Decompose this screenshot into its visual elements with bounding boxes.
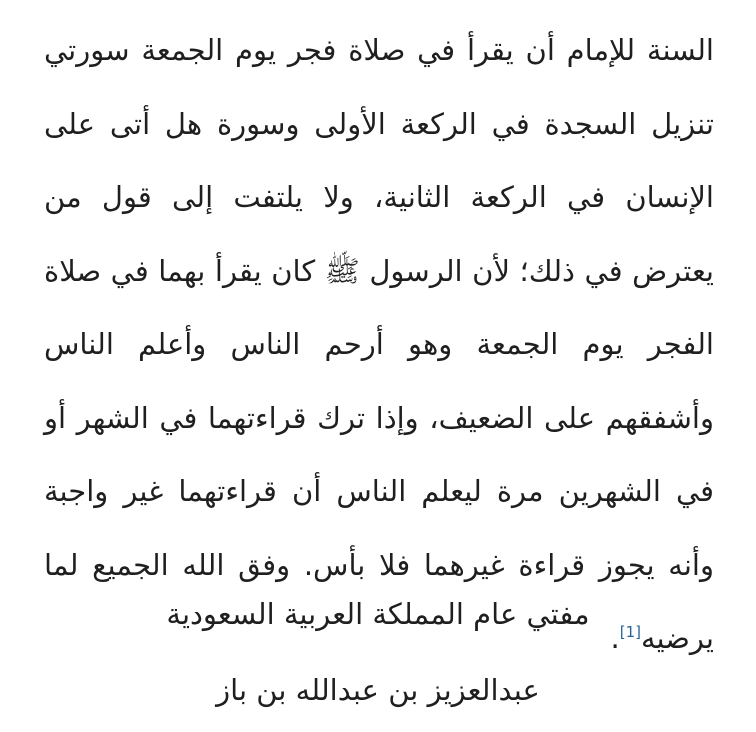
footnote-reference-link[interactable]: [1] xyxy=(619,623,641,642)
fatwa-paragraph xyxy=(44,14,714,676)
paragraph-text: السنة للإمام أن يقرأ في صلاة فجر يوم الجمعة سورتي تنزيل السجدة في الركعة الأولى وسورة هل أتى على الإنسان في الركعة الثانية، ولا يلتفت إلى قول من يعترض في ذلك؛ لأن الرسول ﷺ كان يقرأ بهما في صلاة الفجر يوم الجمعة وهو أرحم الناس وأعلم الناس وأشفقهم على الضعيف، وإذا ترك قراءتهما في الشهر أو في الشهرين مرة ليعلم الناس أن قراءتهما غير واجبة وأنه يجوز قراءة غيرهما فلا بأس. وفق الله الجميع لما يرضيه xyxy=(44,33,714,655)
signature-title: مفتي عام المملكة العربية السعودية xyxy=(166,597,590,631)
paragraph-period: . xyxy=(610,621,620,655)
signature-name: عبدالعزيز بن عبدالله بن باز xyxy=(216,673,540,707)
